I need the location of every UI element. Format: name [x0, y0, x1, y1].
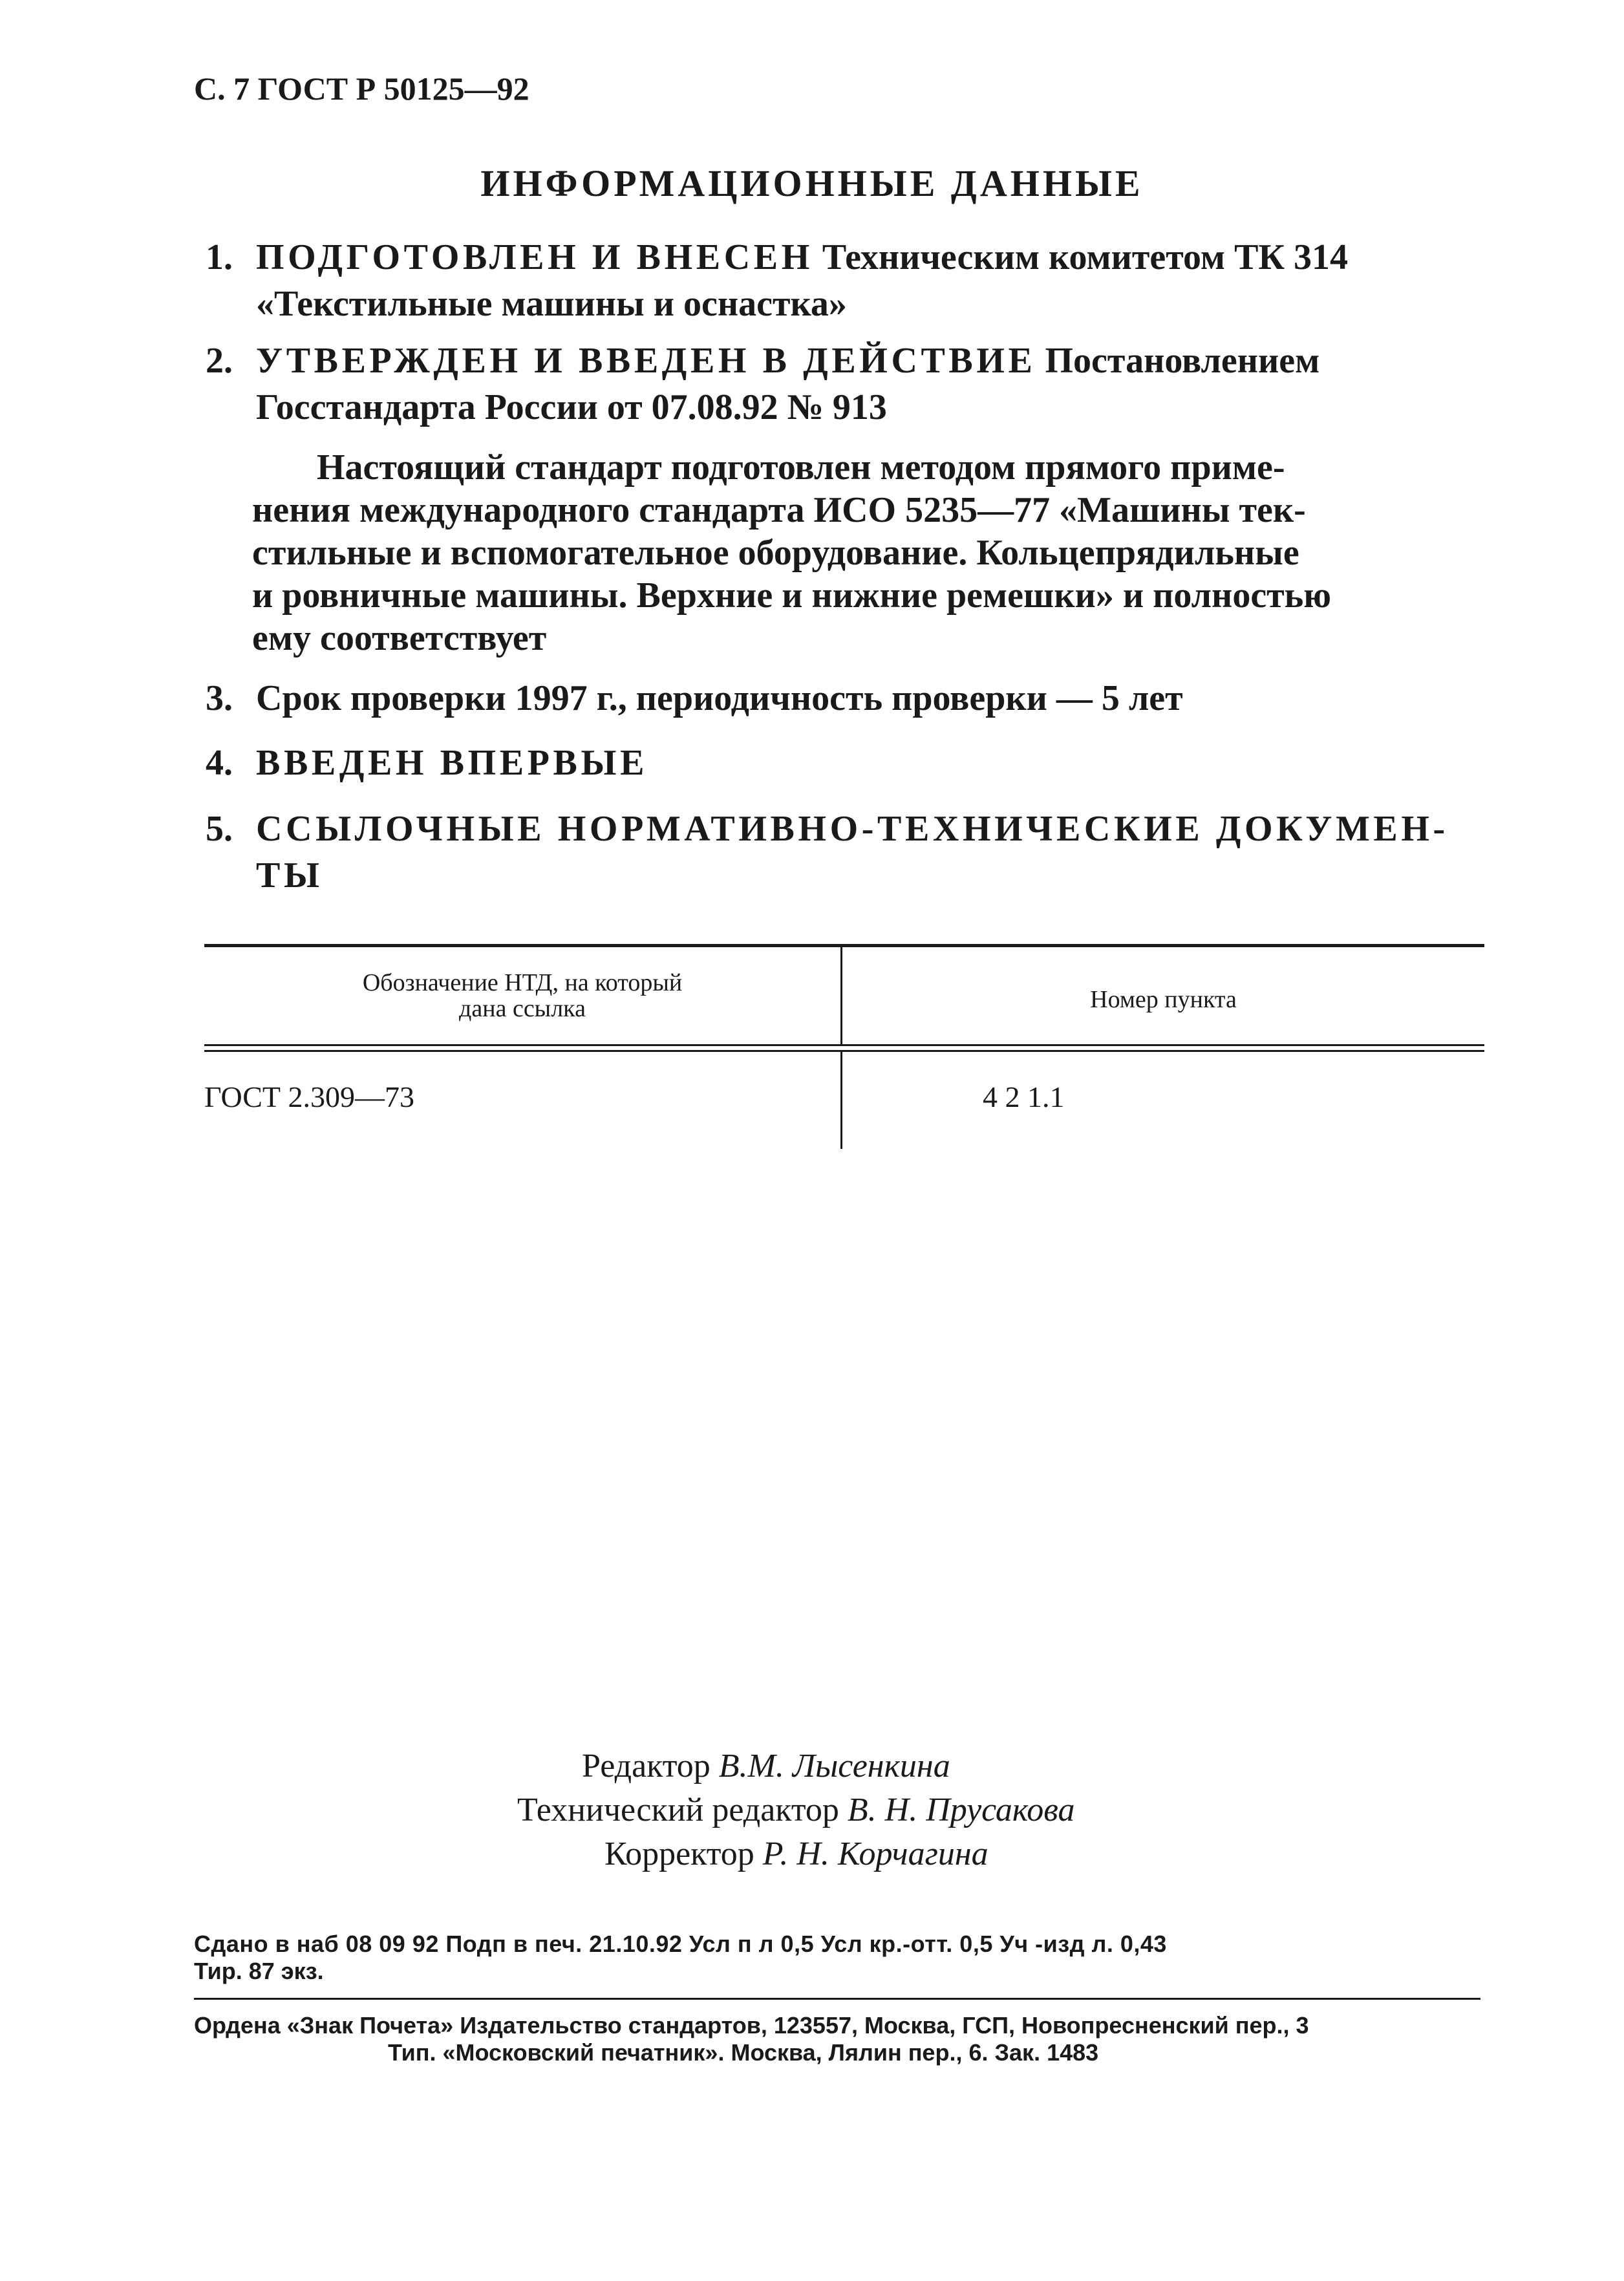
item-number: 4.: [206, 743, 233, 783]
list-item-1: [206, 234, 1486, 327]
description-paragraph: [252, 446, 1480, 659]
credit-tech-editor: [517, 1791, 1164, 1829]
list-item-2: [206, 337, 1486, 431]
paragraph-line: ему соответствует: [252, 618, 547, 658]
table-column-divider: [840, 1052, 842, 1149]
page-header: С. 7 ГОСТ Р 50125—92: [194, 70, 529, 107]
item-caps: УТВЕРЖДЕН И ВВЕДЕН В ДЕЙСТВИЕ: [256, 341, 1036, 381]
table-header-rule: [204, 1044, 1484, 1046]
item-text: Техническим комитетом ТК 314: [822, 237, 1349, 277]
paragraph-line: и ровничные машины. Верхние и нижние ремешки» и полностью: [252, 575, 1332, 616]
credit-name: В.М. Лысенкина: [718, 1748, 950, 1784]
paragraph-line: стильные и вспомогательное оборудование. Кольцепрядильные: [252, 533, 1299, 573]
item-number: 5.: [206, 809, 233, 849]
header-text: Обозначение НТД, на который: [362, 969, 683, 996]
imprint-line: Ордена «Знак Почета» Издательство стандартов, 123557, Москва, ГСП, Новопресненский пер., 3: [194, 2012, 1309, 2039]
table-header-designation: [204, 970, 840, 1022]
item-line2: ТЫ: [256, 855, 323, 895]
credit-role: Корректор: [604, 1836, 754, 1872]
section-title: ИНФОРМАЦИОННЫЕ ДАННЫЕ: [480, 162, 1144, 204]
list-item-5: [206, 806, 1486, 899]
item-text: Срок проверки 1997 г., периодичность проверки — 5 лет: [256, 678, 1183, 718]
item-caps: ПОДГОТОВЛЕН И ВНЕСЕН: [256, 237, 813, 277]
paragraph-line: нения международного стандарта ИСО 5235—77 «Машины тек-: [252, 490, 1306, 530]
table-header-clause: Номер пункта: [1090, 986, 1237, 1013]
table-cell-doc: ГОСТ 2.309—73: [204, 1080, 415, 1113]
item-number: 2.: [206, 341, 233, 381]
item-caps: ССЫЛОЧНЫЕ НОРМАТИВНО-ТЕХНИЧЕСКИЕ ДОКУМЕН-: [256, 809, 1449, 849]
header-text: дана ссылка: [459, 995, 586, 1022]
item-caps: ВВЕДЕН ВПЕРВЫЕ: [256, 743, 648, 783]
credit-name: Р. Н. Корчагина: [762, 1836, 988, 1872]
paragraph-line: Настоящий стандарт подготовлен методом прямого приме-: [317, 447, 1285, 487]
credit-role: Технический редактор: [517, 1792, 839, 1828]
table-top-rule: [204, 944, 1484, 947]
list-item-3: [206, 675, 1486, 722]
item-line2: Госстандарта России от 07.08.92 № 913: [256, 387, 887, 427]
item-line2: «Текстильные машины и оснастка»: [256, 284, 847, 324]
item-number: 3.: [206, 678, 233, 718]
list-item-4: [206, 740, 1486, 786]
imprint-rule: [194, 1998, 1480, 2000]
imprint-line: Сдано в наб 08 09 92 Подп в печ. 21.10.92 Усл п л 0,5 Усл кр.-отт. 0,5 Уч -изд л. 0,43: [194, 1931, 1167, 1957]
credit-corrector: [604, 1835, 1122, 1873]
credit-role: Редактор: [582, 1748, 710, 1784]
imprint-line: Тир. 87 экз.: [194, 1958, 324, 1984]
imprint-line: Тип. «Московский печатник». Москва, Лялин пер., 6. Зак. 1483: [388, 2039, 1099, 2066]
credit-editor: [582, 1747, 1034, 1785]
table-column-divider: [840, 947, 842, 1044]
credit-name: В. Н. Прусакова: [847, 1792, 1075, 1828]
table-cell-clause: 4 2 1.1: [983, 1080, 1065, 1113]
item-text: Постановлением: [1045, 341, 1320, 381]
item-number: 1.: [206, 237, 233, 277]
table-header-rule: [204, 1050, 1484, 1052]
